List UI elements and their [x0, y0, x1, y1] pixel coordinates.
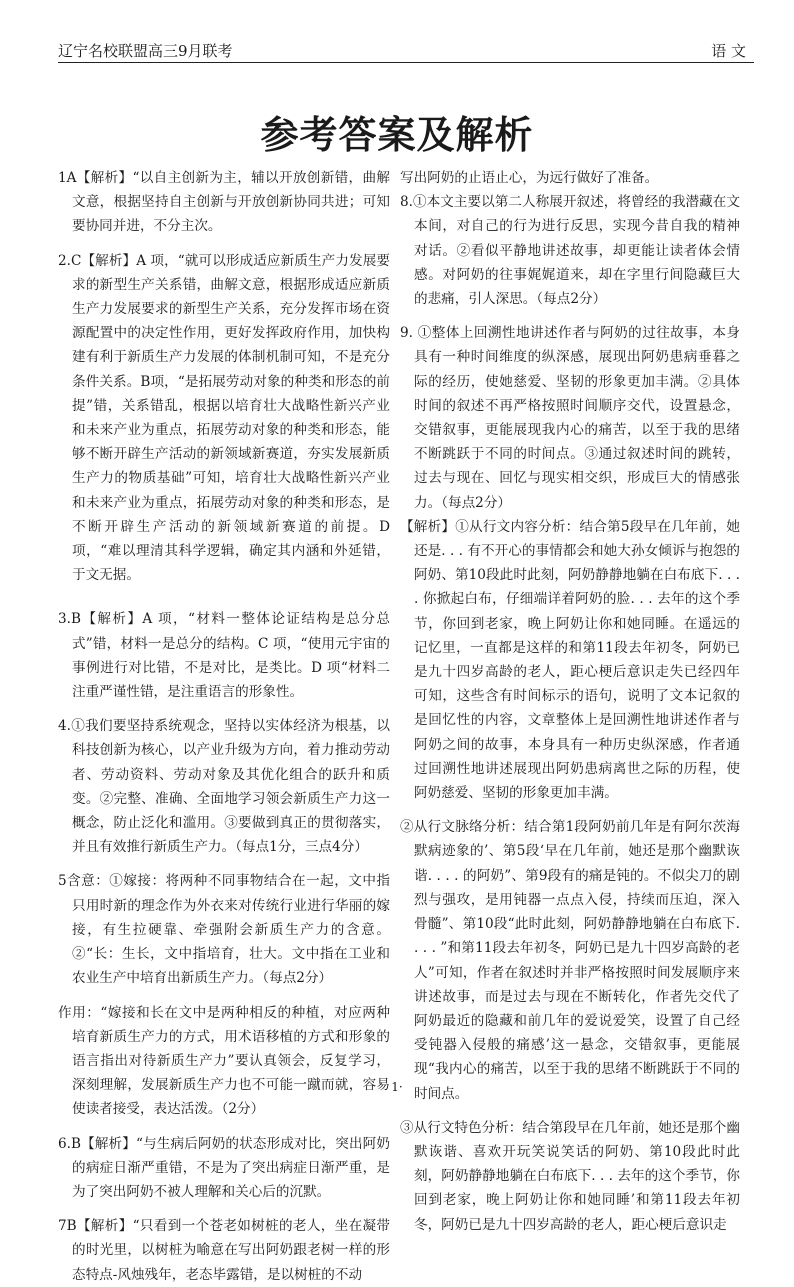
exam-name: 辽宁名校联盟高三9月联考: [58, 42, 233, 60]
page-header: [58, 36, 754, 63]
subject-name: 语 文: [711, 42, 746, 60]
answer-1: 1A【解析】“以自主创新为主，辅以开放创新错，曲解文意，根据坚持自主创新与开放创新协同共进；可知要协同并进，不分主次。: [58, 170, 390, 235]
answer-3: 3.B【解析】A 项，“材料一整体论证结构是总分总式”错，材料一是总分的结构。C 项，“使用元宇宙的事例进行对比错，不是对比，是类比。D 项“材料二注重严谨性错，是注重语言的形象性。: [58, 611, 390, 701]
answer-9: 9. ①整体上回溯性地讲述作者与阿奶的过往故事，本身具有一种时间维度的纵深感，展现出阿奶患病垂暮之际的经历，使她慈爱、坚韧的形象更加丰满。②具体时间的叙述不再严格按照时间顺序交代，设置悬念，交错叙事，更能展现我内心的痛苦，以至于我的思绪不断跳跃于不同的时间点。③通过叙述时间的跳转，过去与现在、回忆与现实相交织，形成巨大的情感张力。（每点2分）: [400, 325, 740, 511]
analysis-9-content: 【解析】①从行文内容分析：结合第5段早在几年前，她还是. . . 有不开心的事情都会和她大孙女倾诉与抱怨的阿奶、第10段此时此刻，阿奶静静地躺在白布底下. . . . 你掀起白布，仔细端详着阿奶的脸. . . 去年的这个季节，你回到老家，晚上阿奶让你和她同睡。在遥远的记忆里，一直都是这样的和第11段去年初冬，阿奶已是九十四岁高龄的老人，距心梗后意识走失已经四年可知，这些含有时间标示的语句，说明了文本记叙的是回忆性的内容，文章整体上是回溯性地讲述作者与阿奶之间的故事，本身具有一种历史纵深感，作者通过回溯性地讲述展现出阿奶患病离世之际的历程，使阿奶慈爱、坚韧的形象更加丰满。: [400, 518, 740, 802]
analysis-9-structure: ②从行文脉络分析：结合第1段阿奶前几年是有阿尔茨海默病迹象的’、第5段‘早在几年前，她还是那个幽默诙谐. . . . 的阿奶”、第9段有的痛是钝的。不似尖刀的剧烈与强攻，是用钝器一点点入侵，持续而压迫，深入骨髓”、第10段“此时此刻，阿奶静静地躺在白布底下. . . . ”和第11段去年初冬，阿奶已是九十四岁高龄的老人”可知，作者在叙述时并非严格按照时间发展顺序来讲述故事，而是过去与现在不断转化，作者先交代了阿奶最近的隐藏和前几年的爱说爱笑，设置了自己经受钝器入侵般的痛感’这一悬念，交错叙事，更能展现“我内心的痛苦，以至于我的思绪不断跳跃于不同的时间点。: [400, 819, 740, 1102]
answer-7-continued: 写出阿奶的止语止心，为远行做好了准备。: [400, 170, 659, 186]
answer-6: 6.B【解析】“与生病后阿奶的状态形成对比，突出阿奶 的病症日渐严重错，不是为了突出病症日渐严重，是为了突出阿奶不被人理解和关心后的沉默。: [58, 1135, 390, 1200]
page-title: 参考答案及解析: [260, 113, 534, 157]
answer-8: 8.①本文主要以第二人称展开叙述，将曾经的我潜藏在文本间，对自己的行为进行反思，实现今昔自我的精神对话。②看似平静地讲述故事，却更能让读者体会情感。对阿奶的往事娓娓道来，却在字里行间隐藏巨大的悲痛，引人深思。（每点2分）: [400, 194, 740, 308]
answer-5-function: 作用：“嫁接和长在文中是两种相反的种植，对应两种培育新质生产力的方式，用术语移植的方式和形象的语言指出对待新质生产力”要认真领会，反复学习，深刻理解，发展新质生产力也不可能一蹴而就，容易使读者接受，表达活泼。（2分）: [58, 1004, 390, 1118]
left-column: [58, 166, 390, 1287]
page-number: 1·: [391, 1080, 403, 1094]
answer-5-meaning: 5含意：①嫁接：将两种不同事物结合在一起，文中指只用时新的理念作为外衣来对传统行业进行华丽的嫁接，有生拉硬靠、牵强附会新质生产力的含意。②“长：生长，文中指培育，壮大。文中指在工业和农业生产中培育出新质生产力。（每点2分）: [58, 873, 390, 987]
answer-2: 2.C【解析】A 项，“就可以形成适应新质生产力发展要求的新型生产关系错，曲解文意，根据形成适应新质生产力发展要求的新型生产关系，充分发挥市场在资源配置中的决定性作用，更好发挥政府作用，加快构建有利于新质生产力发展的体制机制可知，不是充分条件关系。B项，“是拓展劳动对象的种类和形态的前提”错，关系错乱，根据以培育壮大战略性新兴产业和未来产业为重点，拓展劳动对象的种类和形态，能够不断开辟生产活动的新领域新赛道，夯实发展新质生产力的物质基础”可知，培育壮大战略性新兴产业和未来产业为重点，拓展劳动对象的种类和形态，是不断开辟生产活动的新领域新赛道的前提。D 项，“难以理清其科学逻辑，确定其内涵和外延错，于文无据。: [58, 252, 390, 584]
right-column: [400, 166, 740, 1237]
answer-7: 7B【解析】“只看到一个苍老如树桩的老人，坐在凝带的时光里，以树桩为喻意在写出阿奶跟老树一样的形态特点-风烛残年，老态毕露错，是以树桩的不动: [58, 1218, 390, 1283]
analysis-9-style: ③从行文特色分析：结合第段早在几年前，她还是那个幽默诙谐、喜欢开玩笑说笑话的阿奶、第10段此时此刻，阿奶静静地躺在白布底下. . . 去年的这个季节，你回到老家，晚上阿奶让你和她同睡’和第11段去年初冬，阿奶已是九十四岁高龄的老人，距心梗后意识走: [400, 1119, 740, 1233]
answer-4: 4.①我们要坚持系统观念，坚持以实体经济为根基，以科技创新为核心，以产业升级为方向，着力推动劳动者、劳动资料、劳动对象及其优化组合的跃升和质变。②完整、准确、全面地学习领会新质生产力这一概念，防止泛化和滥用。③要做到真正的贯彻落实，并且有效推行新质生产力。（每点1分，三点4分）: [58, 718, 390, 856]
